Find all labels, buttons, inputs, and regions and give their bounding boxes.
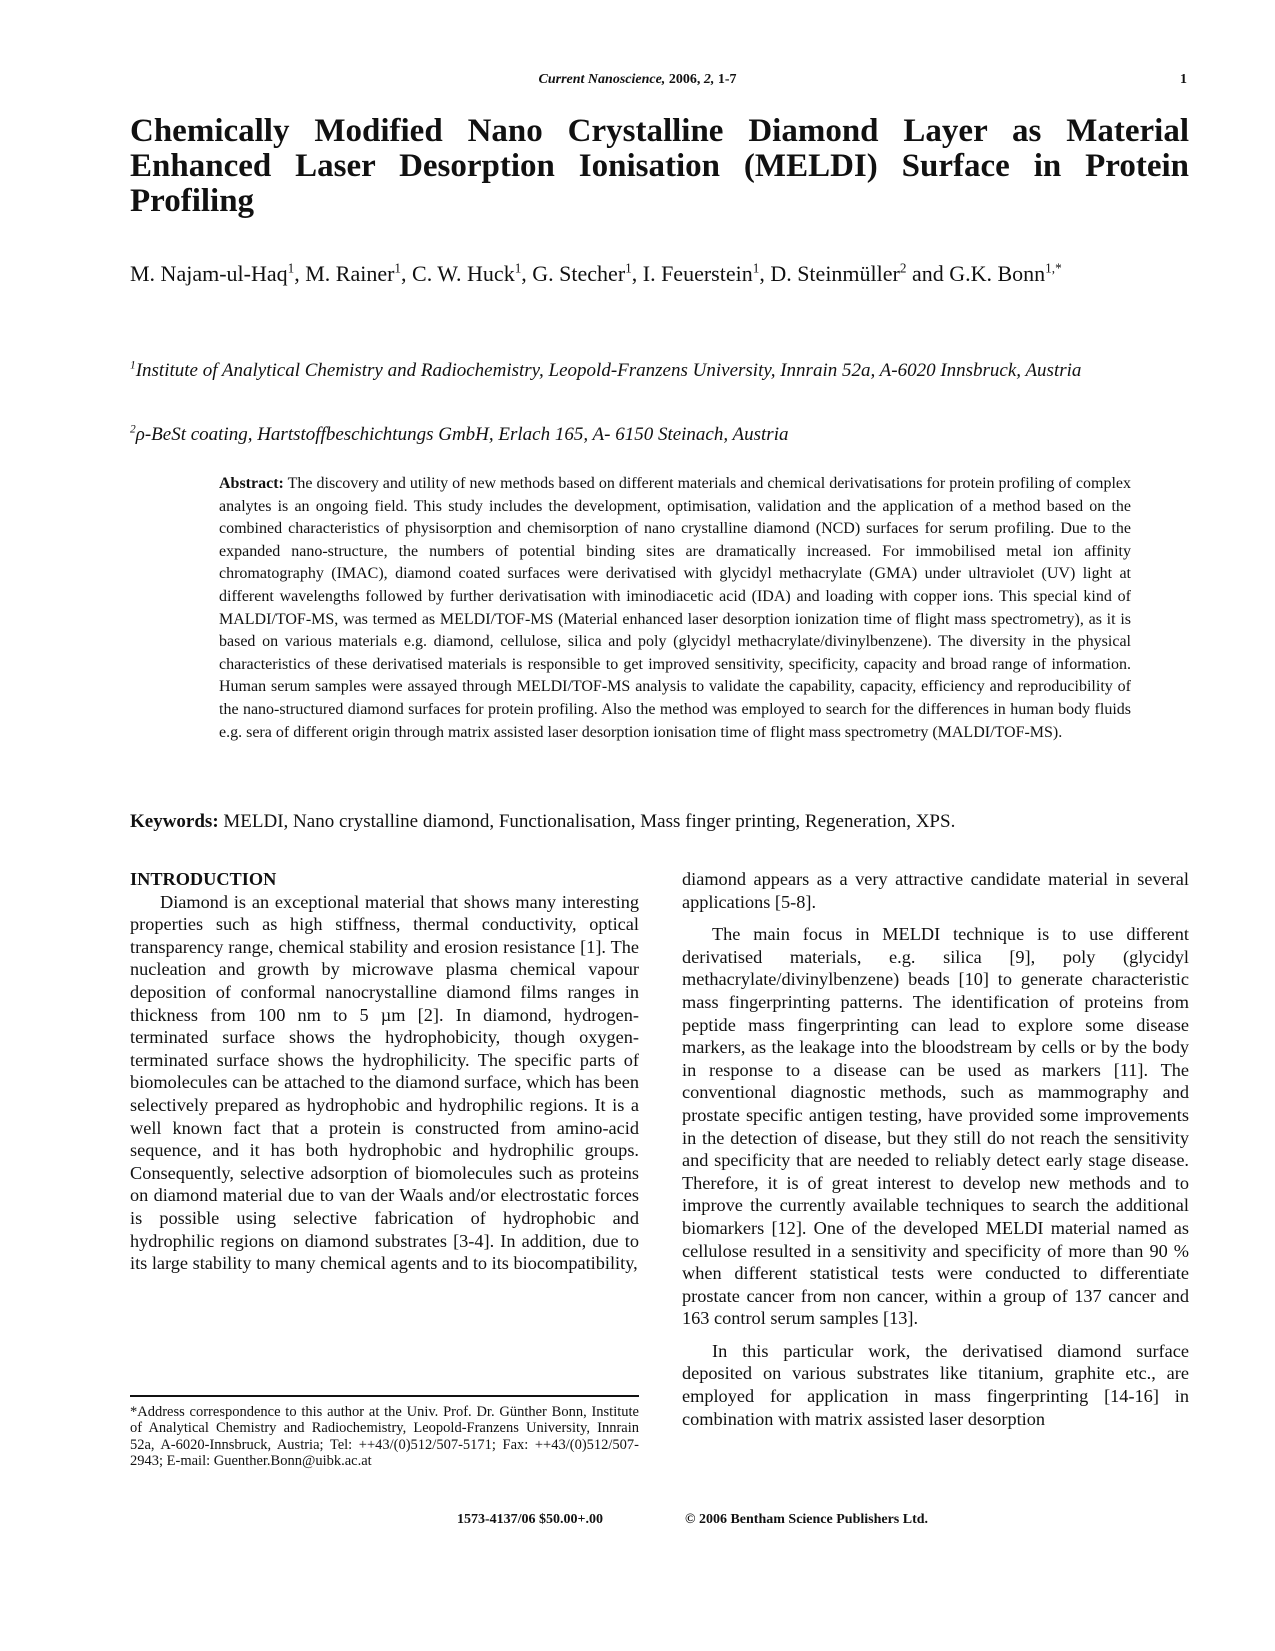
author-affiliation-mark: 1	[514, 260, 522, 276]
author-affiliation-mark: 1	[625, 260, 632, 276]
author-name: I. Feuerstein	[642, 261, 753, 286]
right-column	[682, 868, 1189, 1430]
author-affiliation-mark: 1	[394, 260, 402, 276]
author-list	[130, 262, 1189, 286]
journal-volume: 2,	[703, 72, 715, 87]
journal-year: 2006,	[668, 72, 701, 87]
correspondence-footnote: *Address correspondence to this author at the Univ. Prof. Dr. Günther Bonn, Institute of Analytical Chemistry and Radiochemistry, Leopold-Franzens University, Innrain 52a, A-6020-Innsbruck, Austria; Tel: ++43/(0)512/507-5171; Fax: ++43/(0)512/507-2943; E-mail: Guenther.Bonn@uibk.ac.at	[130, 1404, 639, 1470]
affiliation-text: Institute of Analytical Chemistry and Radiochemistry, Leopold-Franzens University, Innrain 52a, A-6020 Innsbruck, Austria	[135, 360, 1082, 381]
abstract-label: Abstract:	[219, 475, 284, 492]
footnote-divider	[130, 1395, 639, 1397]
keywords-text: MELDI, Nano crystalline diamond, Functionalisation, Mass finger printing, Regeneration, XPS.	[223, 811, 956, 832]
affiliation-text: ρ-BeSt coating, Hartstoffbeschichtungs GmbH, Erlach 165, A- 6150 Steinach, Austria	[135, 424, 789, 445]
author-affiliation-mark: 1	[287, 260, 295, 276]
running-head	[0, 72, 1275, 88]
author-name: D. Steinmüller	[770, 261, 900, 286]
author-name: M. Najam-ul-Haq	[130, 261, 288, 286]
author-name: C. W. Huck	[412, 261, 515, 286]
journal-name: Current Nanoscience,	[538, 72, 666, 87]
affiliation-mark: 2	[130, 423, 136, 436]
affiliation-1	[130, 359, 1189, 382]
keywords	[130, 811, 1189, 833]
author-separator: ,	[631, 261, 643, 286]
footer-copyright: © 2006 Bentham Science Publishers Ltd.	[685, 1512, 929, 1527]
author-separator: and	[906, 261, 950, 286]
author-separator: ,	[521, 261, 533, 286]
intro-paragraph: diamond appears as a very attractive candidate material in several applications [5-8].	[682, 869, 1189, 912]
author-separator: ,	[294, 261, 306, 286]
author-separator: ,	[759, 261, 771, 286]
paper-title: Chemically Modified Nano Crystalline Diamond Layer as Material Enhanced Laser Desorption Ionisation (MELDI) Surface in Protein Profiling	[130, 113, 1189, 219]
page-number: 1	[1180, 72, 1187, 87]
keywords-label: Keywords:	[130, 811, 219, 832]
intro-paragraph: In this particular work, the derivatised diamond surface deposited on various substrates like titanium, graphite etc., are employed for application in mass fingerprinting [14-16] in combination with matrix assisted laser desorption	[682, 1340, 1189, 1429]
author-name: M. Rainer	[305, 261, 395, 286]
section-heading-introduction: INTRODUCTION	[130, 869, 277, 889]
author-affiliation-mark: 2	[899, 260, 907, 276]
author-affiliation-mark: 1	[752, 260, 760, 276]
footer-issn-price: 1573-4137/06 $50.00+.00	[457, 1512, 604, 1527]
journal-pages: 1-7	[717, 72, 737, 87]
left-column	[130, 868, 639, 1275]
author-separator: ,	[401, 261, 413, 286]
intro-paragraph: Diamond is an exceptional material that shows many interesting properties such as high stiffness, thermal conductivity, optical transparency range, chemical stability and erosion resistance [1]. The nucleation and growth by microwave plasma chemical vapour deposition of conformal nanocrystalline diamond films ranges in thickness from 100 nm to 5 µm [2]. In diamond, hydrogen-terminated surface shows the hydrophobicity, though oxygen-terminated surface shows the hydrophilicity. The specific parts of biomolecules can be attached to the diamond surface, which has been selectively prepared as hydrophobic and hydrophilic regions. It is a well known fact that a protein is constructed from amino-acid sequence, and it has both hydrophobic and hydrophilic groups. Consequently, selective adsorption of biomolecules such as proteins on diamond material due to van der Waals and/or electrostatic forces is possible using selective fabrication of hydrophobic and hydrophilic regions on diamond substrates [3-4]. In addition, due to its large stability to many chemical agents and to its biocompatibility,	[130, 891, 639, 1274]
affiliation-mark: 1	[130, 359, 136, 372]
affiliation-2	[130, 423, 1189, 446]
intro-paragraph: The main focus in MELDI technique is to use different derivatised materials, e.g. silica [9], poly (glycidyl methacrylate/divinylbenzene) beads [10] to generate characteristic mass fingerprinting patterns. The identification of proteins from peptide mass fingerprinting can lead to explore some disease markers, as the leakage into the bloodstream by cells or by the body in response to a disease can be used as markers [11]. The conventional diagnostic methods, such as mammography and prostate specific antigen testing, have provided some improvements in the detection of disease, but they still do not reach the sensitivity and specificity that are needed to reliably detect early stage disease. Therefore, it is of great interest to develop new methods and to improve the currently available techniques to search the additional biomarkers [12]. One of the developed MELDI material named as cellulose resulted in a sensitivity and specificity of more than 90 % when different statistical tests were conducted to differentiate prostate cancer from non cancer, within a group of 137 cancer and 163 control serum samples [13].	[682, 924, 1189, 1329]
abstract	[219, 473, 1131, 744]
author-name: G.K. Bonn	[949, 261, 1046, 286]
abstract-text: The discovery and utility of new methods based on different materials and chemical derivatisations for protein profiling of complex analytes is an ongoing field. This study includes the development, optimisation, validation and the application of a method based on the combined characteristics of physisorption and chemisorption of nano crystalline diamond (NCD) surfaces for serum profiling. Due to the expanded nano-structure, the numbers of potential binding sites are dramatically increased. For immobilised metal ion affinity chromatography (IMAC), diamond coated surfaces were derivatised with glycidyl methacrylate (GMA) under ultraviolet (UV) light at different wavelengths followed by further derivatisation with iminodiacetic acid (IDA) and loading with copper ions. This special kind of MALDI/TOF-MS, was termed as MELDI/TOF-MS (Material enhanced laser desorption ionization time of flight mass spectrometry), as it is based on various materials e.g. diamond, cellulose, silica and poly (glycidyl methacrylate/divinylbenzene). The diversity in the physical characteristics of these derivatised materials is responsible to get improved sensitivity, specificity, capacity and broad range of information. Human serum samples were assayed through MELDI/TOF-MS analysis to validate the capability, capacity, efficiency and reproducibility of the nano-structured diamond surfaces for protein profiling. Also the method was employed to search for the differences in human body fluids e.g. sera of different origin through matrix assisted laser desorption ionisation time of flight mass spectrometry (MALDI/TOF-MS).	[219, 475, 1131, 741]
author-name: G. Stecher	[532, 261, 626, 286]
author-affiliation-mark: 1,*	[1045, 260, 1062, 276]
